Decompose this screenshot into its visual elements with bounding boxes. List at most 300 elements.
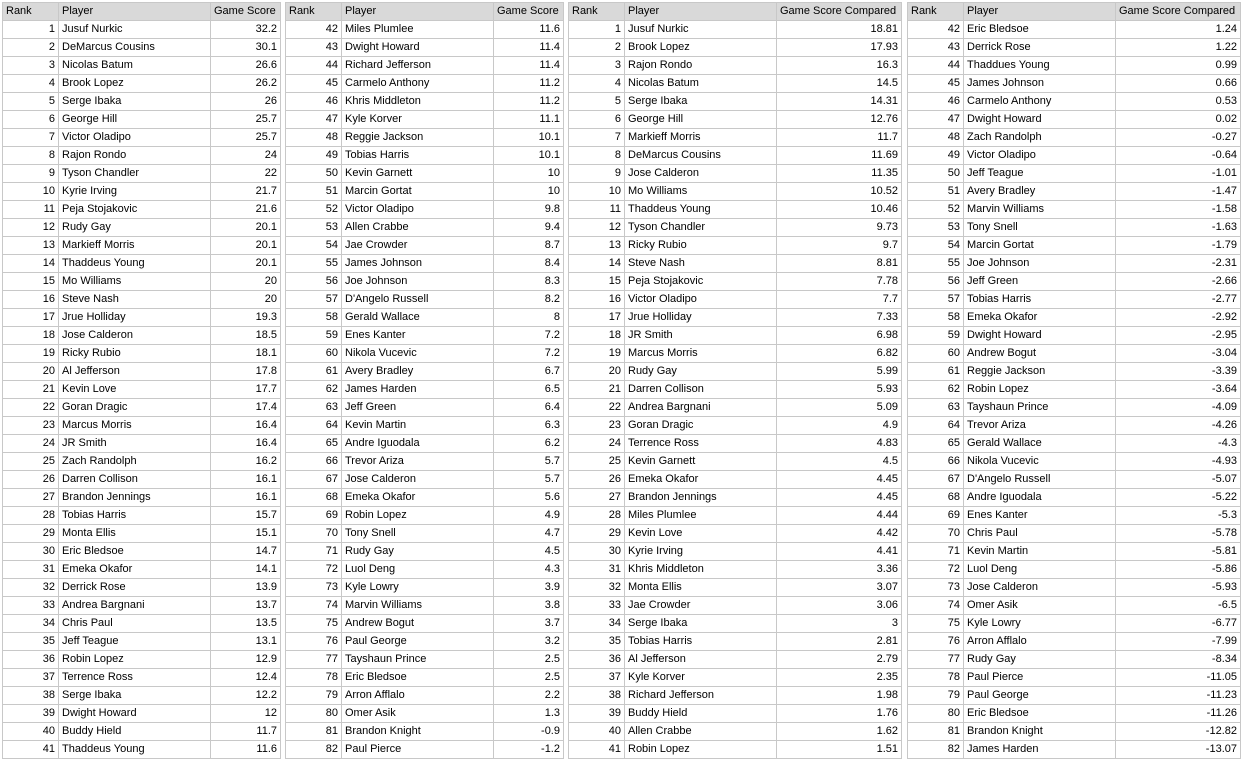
player-cell: Carmelo Anthony — [964, 93, 1116, 111]
table-row — [286, 687, 564, 705]
score-cell: 6.2 — [494, 435, 564, 453]
score-cell: 10 — [494, 165, 564, 183]
rank-cell: 43 — [286, 39, 342, 57]
table-row — [286, 57, 564, 75]
player-cell: Enes Kanter — [342, 327, 494, 345]
rank-cell: 17 — [569, 309, 625, 327]
rank-cell: 35 — [569, 633, 625, 651]
rank-cell: 76 — [908, 633, 964, 651]
player-cell: DeMarcus Cousins — [625, 147, 777, 165]
rank-cell: 56 — [286, 273, 342, 291]
player-cell: Zach Randolph — [964, 129, 1116, 147]
score-cell: -2.95 — [1116, 327, 1241, 345]
rank-header: Rank — [908, 3, 964, 21]
score-cell: 9.4 — [494, 219, 564, 237]
rank-cell: 55 — [908, 255, 964, 273]
rank-cell: 59 — [908, 327, 964, 345]
rank-cell: 79 — [908, 687, 964, 705]
rank-cell: 62 — [908, 381, 964, 399]
table-row — [908, 309, 1241, 327]
score-cell: 17.7 — [211, 381, 281, 399]
table-row — [908, 237, 1241, 255]
score-cell: 11.6 — [494, 21, 564, 39]
table-row — [3, 651, 281, 669]
rank-cell: 30 — [569, 543, 625, 561]
table-row — [286, 129, 564, 147]
table-row — [286, 183, 564, 201]
rank-cell: 67 — [286, 471, 342, 489]
rank-cell: 10 — [3, 183, 59, 201]
score-cell: -5.78 — [1116, 525, 1241, 543]
player-cell: Nicolas Batum — [59, 57, 211, 75]
rank-cell: 63 — [286, 399, 342, 417]
table-row — [3, 21, 281, 39]
score-cell: 7.33 — [777, 309, 902, 327]
rank-cell: 82 — [286, 741, 342, 759]
score-cell: 1.3 — [494, 705, 564, 723]
rank-cell: 72 — [908, 561, 964, 579]
player-cell: Buddy Hield — [625, 705, 777, 723]
player-cell: Luol Deng — [964, 561, 1116, 579]
player-cell: Kevin Garnett — [625, 453, 777, 471]
table-row — [908, 39, 1241, 57]
table-row — [286, 363, 564, 381]
table-row — [286, 273, 564, 291]
score-cell: 4.41 — [777, 543, 902, 561]
rank-cell: 53 — [286, 219, 342, 237]
score-cell: 6.98 — [777, 327, 902, 345]
player-cell: Rudy Gay — [59, 219, 211, 237]
score-cell: 6.5 — [494, 381, 564, 399]
score-cell: 8.81 — [777, 255, 902, 273]
table-row — [908, 21, 1241, 39]
table-row — [286, 147, 564, 165]
rank-cell: 60 — [286, 345, 342, 363]
player-cell: Andre Iguodala — [964, 489, 1116, 507]
table-row — [908, 453, 1241, 471]
rank-cell: 32 — [3, 579, 59, 597]
score-cell: 11.6 — [211, 741, 281, 759]
player-cell: Tobias Harris — [964, 291, 1116, 309]
rank-cell: 81 — [908, 723, 964, 741]
player-cell: Paul Pierce — [964, 669, 1116, 687]
rank-cell: 14 — [569, 255, 625, 273]
score-cell: 16.3 — [777, 57, 902, 75]
score-cell: -1.58 — [1116, 201, 1241, 219]
table-row — [286, 507, 564, 525]
rank-cell: 75 — [286, 615, 342, 633]
score-cell: 11.4 — [494, 57, 564, 75]
table-row — [908, 255, 1241, 273]
rank-cell: 26 — [3, 471, 59, 489]
rank-cell: 66 — [286, 453, 342, 471]
score-cell: 6.82 — [777, 345, 902, 363]
score-cell: 1.22 — [1116, 39, 1241, 57]
player-cell: Ricky Rubio — [625, 237, 777, 255]
table-row — [3, 129, 281, 147]
rank-cell: 35 — [3, 633, 59, 651]
table-row — [569, 345, 902, 363]
score-cell: -1.63 — [1116, 219, 1241, 237]
table-row — [286, 705, 564, 723]
rank-cell: 48 — [908, 129, 964, 147]
player-cell: Rajon Rondo — [59, 147, 211, 165]
rank-cell: 15 — [569, 273, 625, 291]
rank-cell: 9 — [3, 165, 59, 183]
rank-cell: 7 — [3, 129, 59, 147]
rank-cell: 55 — [286, 255, 342, 273]
table-row — [908, 183, 1241, 201]
rank-cell: 25 — [569, 453, 625, 471]
rank-cell: 40 — [569, 723, 625, 741]
rank-cell: 34 — [3, 615, 59, 633]
score-cell: 5.7 — [494, 471, 564, 489]
score-cell: 13.1 — [211, 633, 281, 651]
table-row — [3, 111, 281, 129]
rank-cell: 36 — [569, 651, 625, 669]
score-cell: 18.1 — [211, 345, 281, 363]
table-row — [286, 543, 564, 561]
score-cell: 4.45 — [777, 471, 902, 489]
rank-cell: 29 — [3, 525, 59, 543]
table-row — [569, 669, 902, 687]
player-cell: Goran Dragic — [59, 399, 211, 417]
score-cell: 5.7 — [494, 453, 564, 471]
score-cell: 13.7 — [211, 597, 281, 615]
table-row — [908, 165, 1241, 183]
score-cell: 4.5 — [777, 453, 902, 471]
score-cell: 3.7 — [494, 615, 564, 633]
player-cell: Emeka Okafor — [625, 471, 777, 489]
player-cell: Victor Oladipo — [342, 201, 494, 219]
score-cell: 30.1 — [211, 39, 281, 57]
player-cell: Serge Ibaka — [59, 687, 211, 705]
rank-cell: 32 — [569, 579, 625, 597]
table-row — [908, 147, 1241, 165]
table-row — [908, 597, 1241, 615]
score-cell: 1.76 — [777, 705, 902, 723]
player-cell: Marcin Gortat — [342, 183, 494, 201]
player-cell: Dwight Howard — [964, 327, 1116, 345]
rank-cell: 45 — [286, 75, 342, 93]
rank-cell: 10 — [569, 183, 625, 201]
score-cell: 4.83 — [777, 435, 902, 453]
table-row — [3, 615, 281, 633]
rank-cell: 44 — [286, 57, 342, 75]
player-cell: Paul George — [342, 633, 494, 651]
score-cell: 17.4 — [211, 399, 281, 417]
score-cell: -5.81 — [1116, 543, 1241, 561]
player-cell: Al Jefferson — [59, 363, 211, 381]
score-cell: 12.4 — [211, 669, 281, 687]
score-cell: 22 — [211, 165, 281, 183]
rank-cell: 52 — [908, 201, 964, 219]
rank-cell: 67 — [908, 471, 964, 489]
table-row — [908, 381, 1241, 399]
player-cell: Carmelo Anthony — [342, 75, 494, 93]
game-score-compared-table-part-2 — [907, 2, 1241, 759]
score-cell: 14.7 — [211, 543, 281, 561]
player-cell: Chris Paul — [59, 615, 211, 633]
table-row — [569, 507, 902, 525]
rank-cell: 1 — [3, 21, 59, 39]
player-cell: Andrea Bargnani — [59, 597, 211, 615]
player-cell: Nikola Vucevic — [964, 453, 1116, 471]
score-cell: 13.5 — [211, 615, 281, 633]
player-cell: Victor Oladipo — [625, 291, 777, 309]
score-cell: 4.3 — [494, 561, 564, 579]
rank-cell: 21 — [3, 381, 59, 399]
table-row — [908, 669, 1241, 687]
table-row — [908, 561, 1241, 579]
player-cell: Emeka Okafor — [59, 561, 211, 579]
rank-cell: 54 — [286, 237, 342, 255]
player-cell: Victor Oladipo — [964, 147, 1116, 165]
player-cell: Omer Asik — [964, 597, 1116, 615]
rank-cell: 79 — [286, 687, 342, 705]
player-cell: Reggie Jackson — [964, 363, 1116, 381]
player-cell: Thaddues Young — [964, 57, 1116, 75]
rank-cell: 8 — [569, 147, 625, 165]
score-cell: 20 — [211, 291, 281, 309]
rank-cell: 80 — [286, 705, 342, 723]
rank-cell: 24 — [569, 435, 625, 453]
table-row — [286, 111, 564, 129]
player-cell: Jusuf Nurkic — [59, 21, 211, 39]
player-cell: Kevin Martin — [342, 417, 494, 435]
rank-cell: 11 — [569, 201, 625, 219]
game-score-header: Game Score — [494, 3, 564, 21]
score-cell: 5.99 — [777, 363, 902, 381]
rank-cell: 4 — [3, 75, 59, 93]
player-cell: Jae Crowder — [625, 597, 777, 615]
rank-cell: 72 — [286, 561, 342, 579]
player-cell: Brook Lopez — [625, 39, 777, 57]
rank-cell: 48 — [286, 129, 342, 147]
score-cell: 12.2 — [211, 687, 281, 705]
score-cell: 2.5 — [494, 669, 564, 687]
rank-cell: 56 — [908, 273, 964, 291]
table-row — [569, 57, 902, 75]
table-row — [286, 93, 564, 111]
player-cell: Khris Middleton — [342, 93, 494, 111]
player-cell: Robin Lopez — [625, 741, 777, 759]
player-cell: James Harden — [964, 741, 1116, 759]
table-row — [286, 579, 564, 597]
table-row — [569, 615, 902, 633]
player-cell: Darren Collison — [625, 381, 777, 399]
rank-cell: 19 — [3, 345, 59, 363]
player-cell: James Harden — [342, 381, 494, 399]
player-cell: Kevin Martin — [964, 543, 1116, 561]
header-row — [569, 3, 902, 21]
score-cell: 12 — [211, 705, 281, 723]
game-score-compared-header: Game Score Compared — [777, 3, 902, 21]
score-cell: 11.2 — [494, 75, 564, 93]
player-cell: Monta Ellis — [625, 579, 777, 597]
table-row — [3, 399, 281, 417]
player-cell: Emeka Okafor — [342, 489, 494, 507]
score-cell: 0.99 — [1116, 57, 1241, 75]
score-cell: 11.7 — [777, 129, 902, 147]
player-cell: Jusuf Nurkic — [625, 21, 777, 39]
table-row — [3, 543, 281, 561]
player-cell: Eric Bledsoe — [342, 669, 494, 687]
rank-cell: 39 — [3, 705, 59, 723]
table-row — [569, 363, 902, 381]
table-row — [908, 291, 1241, 309]
rank-cell: 16 — [569, 291, 625, 309]
score-cell: -11.26 — [1116, 705, 1241, 723]
player-cell: Markieff Morris — [59, 237, 211, 255]
player-cell: Marcus Morris — [59, 417, 211, 435]
rank-header: Rank — [569, 3, 625, 21]
score-cell: 3.07 — [777, 579, 902, 597]
table-row — [3, 291, 281, 309]
table-row — [908, 687, 1241, 705]
player-cell: Rudy Gay — [342, 543, 494, 561]
table-row — [908, 219, 1241, 237]
table-row — [3, 183, 281, 201]
score-cell: 18.81 — [777, 21, 902, 39]
score-cell: -5.93 — [1116, 579, 1241, 597]
player-cell: Zach Randolph — [59, 453, 211, 471]
table-row — [908, 201, 1241, 219]
table-row — [286, 291, 564, 309]
table-row — [3, 39, 281, 57]
player-cell: Thaddeus Young — [59, 741, 211, 759]
rank-cell: 26 — [569, 471, 625, 489]
player-cell: Andrea Bargnani — [625, 399, 777, 417]
table-row — [286, 669, 564, 687]
table-row — [3, 93, 281, 111]
player-cell: Andrew Bogut — [342, 615, 494, 633]
rank-cell: 13 — [3, 237, 59, 255]
rank-cell: 58 — [286, 309, 342, 327]
rank-cell: 52 — [286, 201, 342, 219]
score-cell: 7.2 — [494, 345, 564, 363]
score-cell: 25.7 — [211, 111, 281, 129]
player-cell: Serge Ibaka — [625, 615, 777, 633]
rank-cell: 7 — [569, 129, 625, 147]
score-cell: 5.6 — [494, 489, 564, 507]
rank-header: Rank — [286, 3, 342, 21]
player-cell: Emeka Okafor — [964, 309, 1116, 327]
table-row — [569, 93, 902, 111]
table-row — [569, 147, 902, 165]
rank-cell: 81 — [286, 723, 342, 741]
table-row — [286, 597, 564, 615]
player-cell: Jeff Teague — [964, 165, 1116, 183]
player-cell: Kyrie Irving — [59, 183, 211, 201]
player-cell: Brook Lopez — [59, 75, 211, 93]
table-row — [569, 381, 902, 399]
score-cell: 15.1 — [211, 525, 281, 543]
score-cell: 8.3 — [494, 273, 564, 291]
player-header: Player — [59, 3, 211, 21]
rank-cell: 64 — [286, 417, 342, 435]
rank-cell: 50 — [286, 165, 342, 183]
rank-cell: 3 — [569, 57, 625, 75]
score-cell: 20.1 — [211, 219, 281, 237]
table-row — [908, 111, 1241, 129]
score-cell: 4.5 — [494, 543, 564, 561]
table-row — [3, 525, 281, 543]
rank-cell: 46 — [286, 93, 342, 111]
score-cell: 4.9 — [494, 507, 564, 525]
table-row — [908, 327, 1241, 345]
rank-cell: 68 — [286, 489, 342, 507]
table-row — [908, 435, 1241, 453]
score-cell: 1.98 — [777, 687, 902, 705]
table-row — [569, 201, 902, 219]
score-cell: 11.2 — [494, 93, 564, 111]
player-cell: Steve Nash — [59, 291, 211, 309]
player-cell: Peja Stojakovic — [625, 273, 777, 291]
table-row — [286, 345, 564, 363]
rank-cell: 51 — [286, 183, 342, 201]
player-cell: Paul Pierce — [342, 741, 494, 759]
rank-cell: 6 — [569, 111, 625, 129]
rank-cell: 27 — [569, 489, 625, 507]
score-cell: 11.69 — [777, 147, 902, 165]
player-cell: Marcus Morris — [625, 345, 777, 363]
player-cell: Derrick Rose — [964, 39, 1116, 57]
table-row — [286, 741, 564, 759]
rank-cell: 77 — [286, 651, 342, 669]
score-cell: 2.35 — [777, 669, 902, 687]
player-header: Player — [964, 3, 1116, 21]
score-cell: 9.7 — [777, 237, 902, 255]
rank-cell: 71 — [908, 543, 964, 561]
score-cell: 13.9 — [211, 579, 281, 597]
table-row — [569, 633, 902, 651]
rank-cell: 63 — [908, 399, 964, 417]
rank-cell: 70 — [908, 525, 964, 543]
player-cell: DeMarcus Cousins — [59, 39, 211, 57]
player-cell: Jose Calderon — [625, 165, 777, 183]
table-row — [3, 435, 281, 453]
score-cell: 6.4 — [494, 399, 564, 417]
player-cell: Tyson Chandler — [59, 165, 211, 183]
table-row — [286, 633, 564, 651]
table-row — [908, 273, 1241, 291]
player-cell: Brandon Knight — [964, 723, 1116, 741]
table-row — [569, 417, 902, 435]
player-cell: Robin Lopez — [342, 507, 494, 525]
player-cell: Dwight Howard — [59, 705, 211, 723]
rank-cell: 13 — [569, 237, 625, 255]
score-cell: -11.05 — [1116, 669, 1241, 687]
rank-cell: 42 — [286, 21, 342, 39]
table-row — [3, 669, 281, 687]
player-cell: Andre Iguodala — [342, 435, 494, 453]
player-cell: Kevin Love — [59, 381, 211, 399]
rank-cell: 76 — [286, 633, 342, 651]
score-cell: -2.77 — [1116, 291, 1241, 309]
table-row — [908, 57, 1241, 75]
player-cell: Joe Johnson — [964, 255, 1116, 273]
score-cell: 4.7 — [494, 525, 564, 543]
player-cell: Victor Oladipo — [59, 129, 211, 147]
player-cell: Chris Paul — [964, 525, 1116, 543]
score-cell: -4.3 — [1116, 435, 1241, 453]
rank-cell: 40 — [3, 723, 59, 741]
table-row — [569, 75, 902, 93]
score-cell: 10.1 — [494, 147, 564, 165]
rank-cell: 23 — [3, 417, 59, 435]
rank-cell: 60 — [908, 345, 964, 363]
